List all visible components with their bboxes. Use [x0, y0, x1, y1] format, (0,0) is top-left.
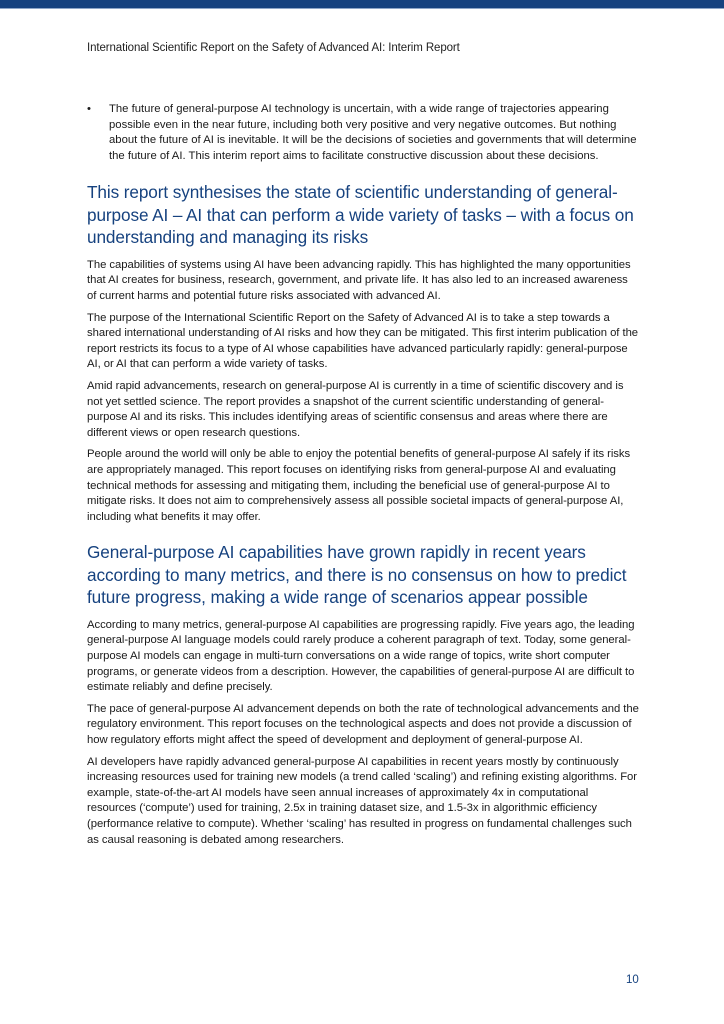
running-header: International Scientific Report on the Safety of Advanced AI: Interim Report	[87, 42, 460, 54]
paragraph: According to many metrics, general-purpose AI capabilities are progressing rapidly. Five years ago, the leading general-purpose AI language models could rarely produce a coherent paragraph of text. Today, some general-purpose AI models can engage in multi-turn conversations on a wide range of topics, write short computer programs, or generate videos from a description. However, the capabilities of general-purpose AI are difficult to estimate reliably and define precisely.	[87, 618, 635, 694]
paragraph: People around the world will only be able to enjoy the potential benefits of general-purpose AI safely if its risks are appropriately managed. This report focuses on identifying risks from general-purpose AI and evaluating technical methods for assessing and mitigating them, including the beneficial use of general-purpose AI to mitigate risks. It does not aim to comprehensively assess all possible societal impacts of general-purpose AI, including what benefits it may offer.	[87, 448, 631, 523]
section-report-synthesis	[87, 181, 639, 525]
section-capabilities-growth	[87, 541, 639, 848]
section-heading: This report synthesises the state of scientific understanding of general-purpose AI – AI that can perform a wide variety of tasks – with a focus on understanding and managing its risks	[87, 182, 634, 248]
paragraph: The capabilities of systems using AI have been advancing rapidly. This has highlighted the many opportunities that AI creates for business, research, government, and private life. It has also led to an increased awareness of current harms and potential future risks associated with advanced AI.	[87, 258, 631, 303]
top-accent-bar	[0, 0, 724, 8]
paragraph: The purpose of the International Scientific Report on the Safety of Advanced AI is to take a step towards a shared international understanding of AI risks and how they can be mitigated. This first interim publication of the report restricts its focus to a type of AI whose capabilities have advanced particularly rapidly: general-purpose AI, or AI that can perform a wide variety of tasks.	[87, 311, 639, 371]
section-heading: General-purpose AI capabilities have grown rapidly in recent years according to many metrics, and there is no consensus on how to predict future progress, making a wide range of scenarios appear possible	[87, 542, 627, 608]
bullet-item	[87, 102, 639, 164]
paragraph: AI developers have rapidly advanced general-purpose AI capabilities in recent years mostly by continuously increasing resources used for training new models (a trend called ‘scaling’) and refining existing algorithms. For example, state-of-the-art AI models have seen annual increases of approximately 4x in computational resources (‘compute’) used for training, 2.5x in training dataset size, and 1.5-3x in algorithmic efficiency (performance relative to compute). Whether ‘scaling’ has resulted in progress on fundamental challenges such as causal reasoning is debated among researchers.	[87, 755, 638, 846]
bullet-icon: •	[87, 103, 91, 115]
page-number: 10	[626, 974, 639, 986]
paragraph: The pace of general-purpose AI advancement depends on both the rate of technological advancements and the regulatory environment. This report focuses on the technological aspects and does not provide a discussion of how regulatory efforts might affect the speed of development and deployment of general-purpose AI.	[87, 702, 639, 747]
top-accent-bar-edge	[0, 8, 724, 9]
bullet-text: The future of general-purpose AI technology is uncertain, with a wide range of trajectories appearing possible even in the near future, including both very positive and very negative outcomes. But nothing about the future of AI is inevitable. It will be the decisions of societies and governments that will determine the future of AI. This interim report aims to facilitate constructive discussion about these decisions.	[109, 103, 637, 162]
paragraph: Amid rapid advancements, research on general-purpose AI is currently in a time of scientific discovery and is not yet settled science. The report provides a snapshot of the current scientific understanding of general-purpose AI and its risks. This includes identifying areas of scientific consensus and areas where there are different views or open research questions.	[87, 380, 624, 439]
page-content	[87, 102, 639, 864]
